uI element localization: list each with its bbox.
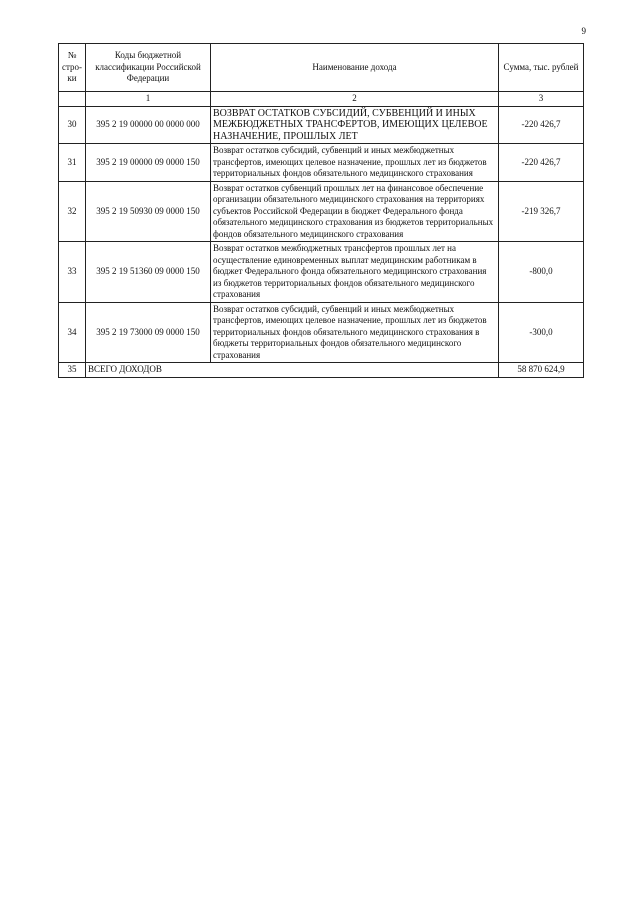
row-number: 30 [59, 106, 86, 144]
total-amount: 58 870 624,9 [499, 363, 584, 378]
amount: -800,0 [499, 242, 584, 303]
table-row [59, 302, 584, 363]
revenue-name: Возврат остатков субвенций прошлых лет на финансовое обеспечение организации обязательного медицинского страхования на территориях субъектов Российской Федерации в бюджет Федерального фонда обязательного медицинского страхования из бюджетов территориальных фондов обязательного медицинского страхования [211, 181, 499, 242]
row-number: 35 [59, 363, 86, 378]
column-index-row [59, 92, 584, 107]
amount: -220 426,7 [499, 144, 584, 182]
budget-code: 395 2 19 73000 09 0000 150 [86, 302, 211, 363]
row-number: 32 [59, 181, 86, 242]
amount: -219 326,7 [499, 181, 584, 242]
table-row [59, 242, 584, 303]
row-number: 31 [59, 144, 86, 182]
header-revenue-name: Наименование дохода [211, 44, 499, 92]
page-number: 9 [581, 26, 586, 36]
budget-code: 395 2 19 50930 09 0000 150 [86, 181, 211, 242]
total-label: ВСЕГО ДОХОДОВ [86, 363, 499, 378]
header-budget-code: Коды бюджетной классификации Российской Федерации [86, 44, 211, 92]
row-number: 34 [59, 302, 86, 363]
table-row [59, 144, 584, 182]
revenue-name: ВОЗВРАТ ОСТАТКОВ СУБСИДИЙ, СУБВЕНЦИЙ И ИНЫХ МЕЖБЮДЖЕТНЫХ ТРАНСФЕРТОВ, ИМЕЮЩИХ ЦЕЛЕВОЕ НАЗНАЧЕНИЕ, ПРОШЛЫХ ЛЕТ [211, 106, 499, 144]
header-row-number: № стро-ки [59, 44, 86, 92]
amount: -300,0 [499, 302, 584, 363]
row-number: 33 [59, 242, 86, 303]
revenue-name: Возврат остатков субсидий, субвенций и иных межбюджетных трансфертов, имеющих целевое назначение, прошлых лет из бюджетов территориальных фондов обязательного медицинского страхования в бюджеты территориальных фондов обязательного медицинского страхования [211, 302, 499, 363]
revenue-name: Возврат остатков субсидий, субвенций и иных межбюджетных трансфертов, имеющих целевое назначение, прошлых лет из бюджетов территориальных фондов обязательного медицинского страхования [211, 144, 499, 182]
column-index: 3 [499, 92, 584, 107]
table-row [59, 181, 584, 242]
column-index-empty [59, 92, 86, 107]
amount: -220 426,7 [499, 106, 584, 144]
table-header-row [59, 44, 584, 92]
revenue-table [58, 43, 584, 378]
column-index: 2 [211, 92, 499, 107]
header-amount: Сумма, тыс. рублей [499, 44, 584, 92]
column-index: 1 [86, 92, 211, 107]
revenue-name: Возврат остатков межбюджетных трансфертов прошлых лет на осуществление единовременных выплат медицинским работникам в бюджет Федерального фонда обязательного медицинского страхования из бюджетов территориальных фондов обязательного медицинского страхования [211, 242, 499, 303]
budget-code: 395 2 19 00000 09 0000 150 [86, 144, 211, 182]
total-row [59, 363, 584, 378]
budget-code: 395 2 19 00000 00 0000 000 [86, 106, 211, 144]
budget-code: 395 2 19 51360 09 0000 150 [86, 242, 211, 303]
table-row [59, 106, 584, 144]
